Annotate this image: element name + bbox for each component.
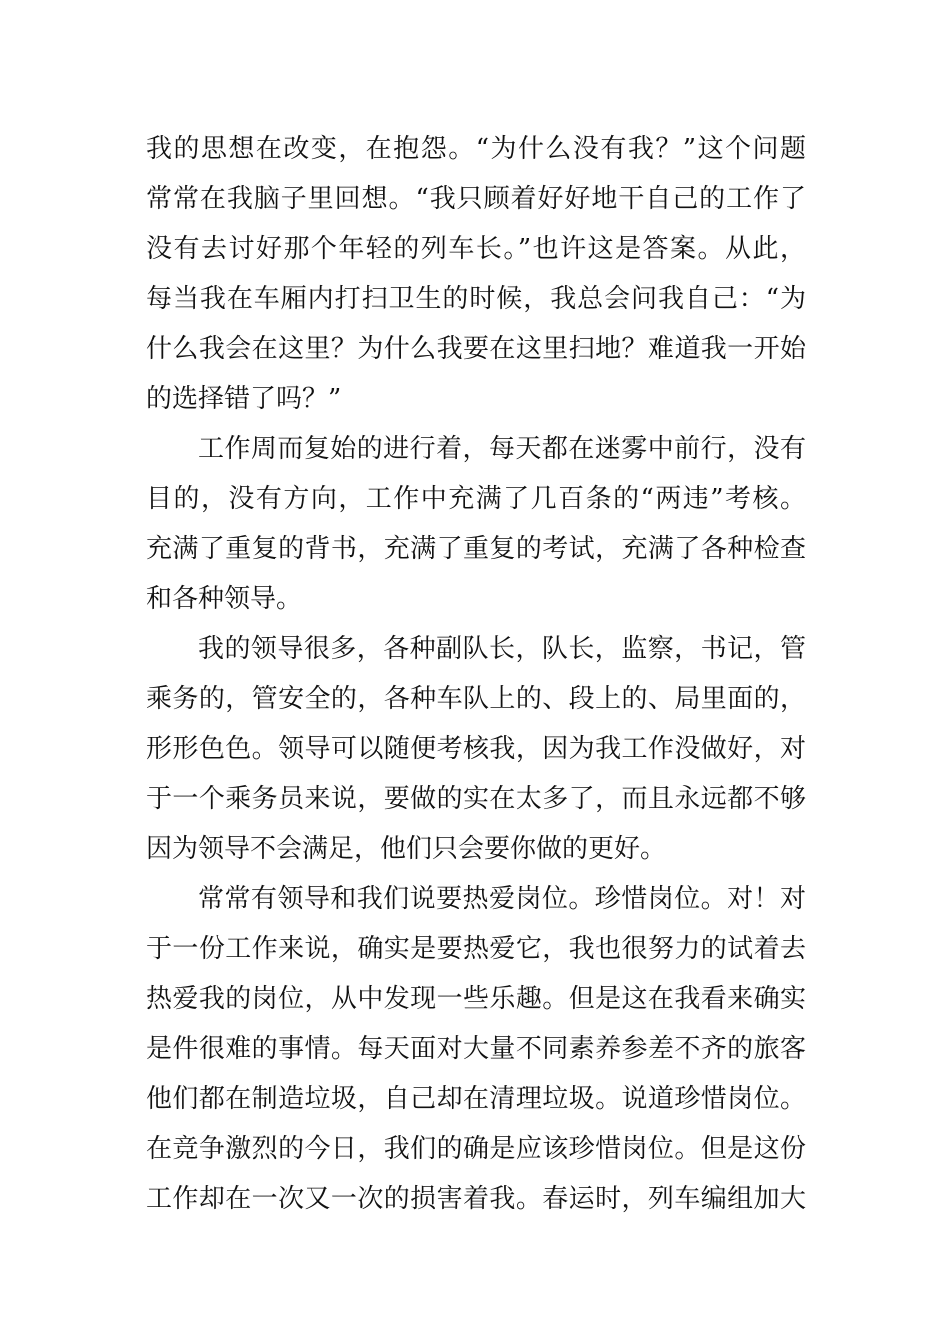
- text-line: 常常有领导和我们说要热爱岗位。珍惜岗位。对！对: [198, 884, 806, 914]
- text-line: 于一份工作来说，确实是要热爱它，我也很努力的试着去: [146, 934, 806, 964]
- text-line: 的选择错了吗？”: [146, 384, 342, 414]
- text-line: 于一个乘务员来说，要做的实在太多了，而且永远都不够: [146, 784, 806, 814]
- text-line: 没有去讨好那个年轻的列车长。”也许这是答案。从此，: [146, 234, 806, 264]
- document-body: [146, 124, 806, 1224]
- text-line: 工作却在一次又一次的损害着我。春运时，列车编组加大: [146, 1184, 806, 1214]
- text-line: 他们都在制造垃圾，自己却在清理垃圾。说道珍惜岗位。: [146, 1084, 806, 1114]
- text-line: 热爱我的岗位，从中发现一些乐趣。但是这在我看来确实: [146, 984, 806, 1014]
- paragraph-4: [146, 874, 806, 1224]
- text-line: 乘务的，管安全的，各种车队上的、段上的、局里面的，: [146, 684, 806, 714]
- text-line: 我的思想在改变，在抱怨。“为什么没有我？”这个问题: [146, 134, 806, 164]
- text-line: 因为领导不会满足，他们只会要你做的更好。: [146, 834, 667, 864]
- text-line: 常常在我脑子里回想。“我只顾着好好地干自己的工作了: [146, 184, 806, 214]
- text-line: 工作周而复始的进行着，每天都在迷雾中前行，没有: [198, 434, 806, 464]
- text-line: 和各种领导。: [146, 584, 303, 614]
- text-line: 目的，没有方向，工作中充满了几百条的“两违”考核。: [146, 484, 806, 514]
- text-line: 形形色色。领导可以随便考核我，因为我工作没做好，对: [146, 734, 806, 764]
- text-line: 每当我在车厢内打扫卫生的时候，我总会问我自己：“为: [146, 284, 806, 314]
- text-line: 在竞争激烈的今日，我们的确是应该珍惜岗位。但是这份: [146, 1134, 806, 1164]
- text-line: 什么我会在这里？为什么我要在这里扫地？难道我一开始: [146, 334, 806, 364]
- text-line: 是件很难的事情。每天面对大量不同素养参差不齐的旅客: [146, 1034, 806, 1064]
- paragraph-3: [146, 624, 806, 874]
- paragraph-2: [146, 424, 806, 624]
- text-line: 充满了重复的背书，充满了重复的考试，充满了各种检查: [146, 534, 806, 564]
- paragraph-1: [146, 124, 806, 424]
- text-line: 我的领导很多，各种副队长，队长，监察，书记，管: [198, 634, 806, 664]
